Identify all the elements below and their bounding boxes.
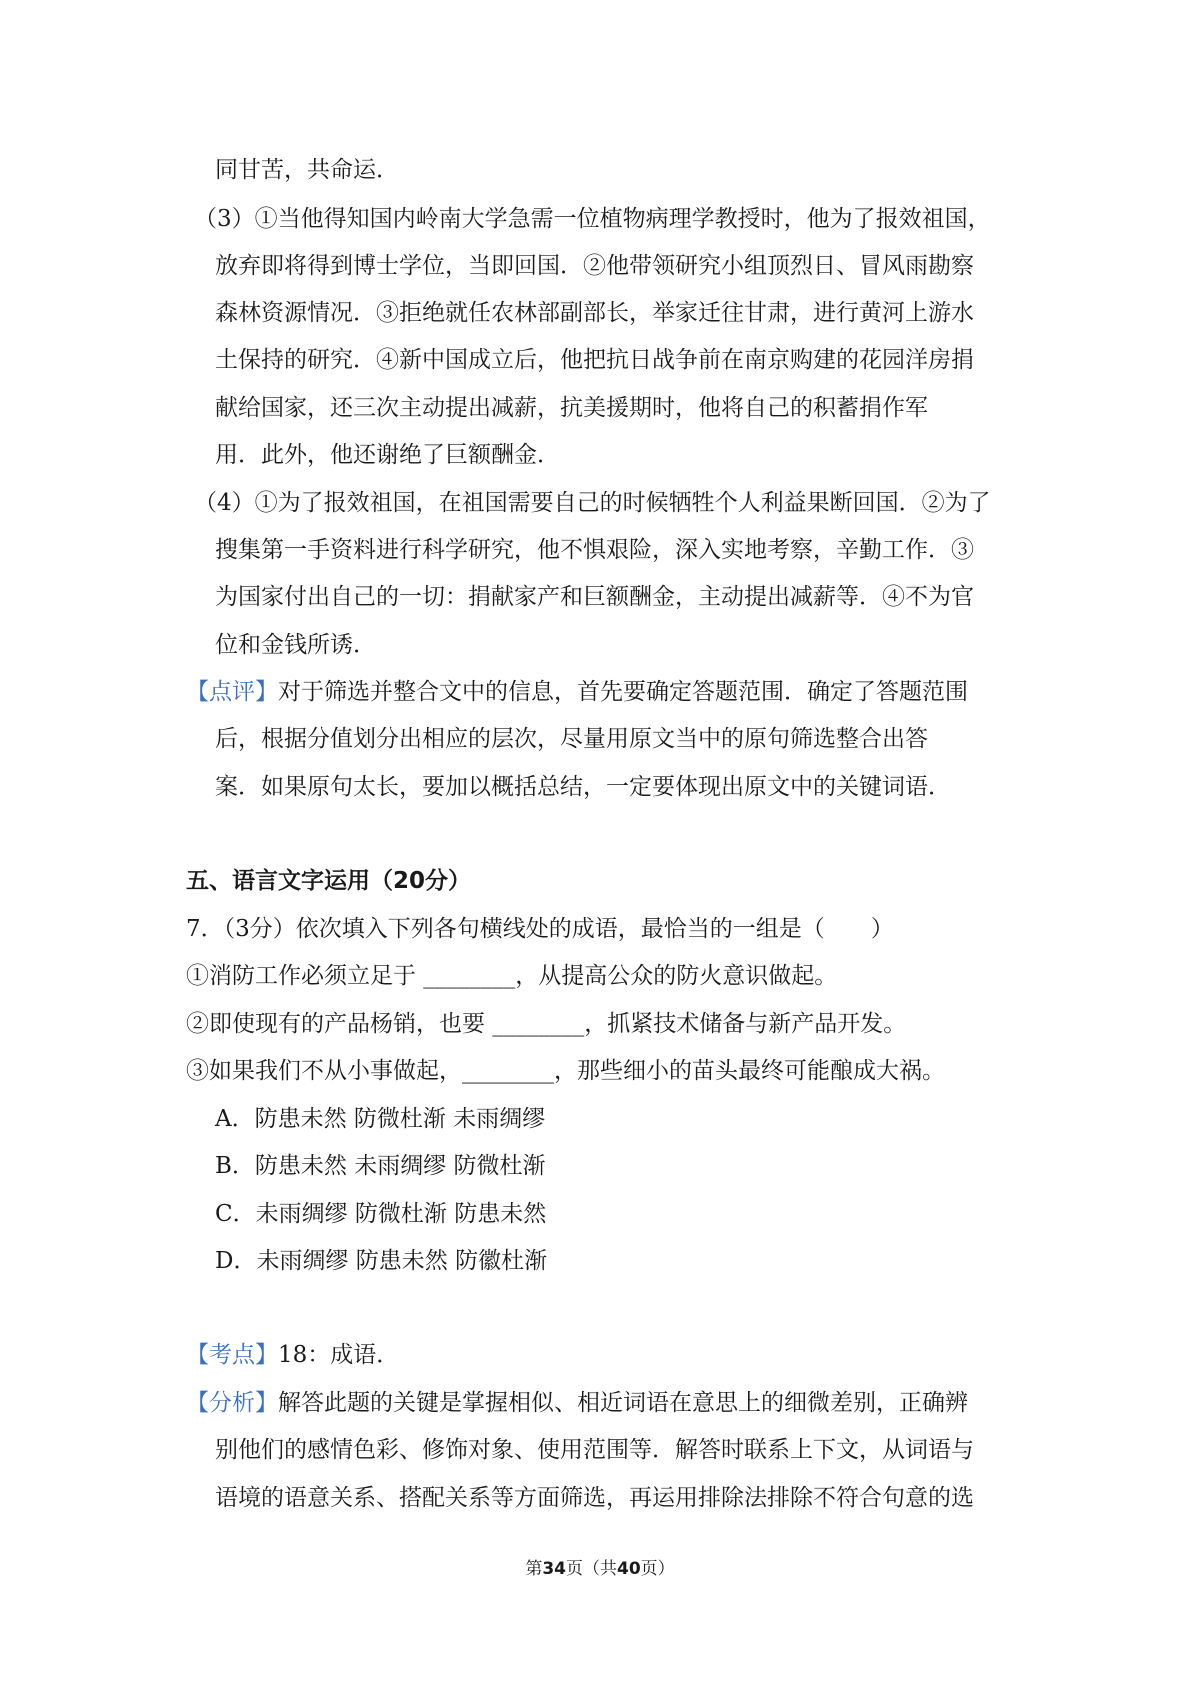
footer-prefix: 第 [525, 1559, 543, 1579]
answer3-line: （3）①当他得知国内岭南大学急需一位植物病理学教授时，他为了报效祖国， [194, 206, 991, 232]
option-d: D．未雨绸缪 防患未然 防徽杜渐 [215, 1248, 548, 1274]
answer4-line: 位和金钱所诱． [215, 632, 376, 658]
comment-label: 【点评】 [186, 679, 278, 705]
analysis-line: 语境的语意关系、搭配关系等方面筛选，再运用排除法排除不符合句意的选 [215, 1485, 974, 1511]
kaodian-label: 【考点】 [186, 1342, 278, 1368]
option-b: B．防患未然 未雨绸缪 防微杜渐 [215, 1153, 546, 1179]
answer4-line: （4）①为了报效祖国，在祖国需要自己的时候牺牲个人利益果断回国．②为了 [194, 490, 991, 516]
answer3-line: 献给国家，还三次主动提出减薪，抗美援期时，他将自己的积蓄捐作军 [215, 395, 928, 421]
comment-line: 案．如果原句太长，要加以概括总结，一定要体现出原文中的关键词语． [215, 774, 951, 800]
option-c: C．未雨绸缪 防微杜渐 防患未然 [215, 1201, 547, 1227]
analysis-first-line [186, 1388, 968, 1418]
comment-line: 后，根据分值划分出相应的层次，尽量用原文当中的原句筛选整合出答 [215, 726, 928, 752]
footer-page-number: 34 [542, 1559, 566, 1579]
question-sentence: ②即使现有的产品杨销，也要 ________，抓紧技术储备与新产品开发。 [186, 1011, 907, 1037]
question-sentence: ①消防工作必须立足于 ________，从提高公众的防火意识做起。 [186, 963, 838, 989]
comment-line: 对于筛选并整合文中的信息，首先要确定答题范围．确定了答题范围 [278, 679, 968, 705]
answer3-line: 用．此外，他还谢绝了巨额酬金． [215, 442, 560, 468]
answer3-line: 放弃即将得到博士学位，当即回国．②他带领研究小组顶烈日、冒风雨勘察 [215, 253, 974, 279]
page-footer [0, 1557, 1200, 1581]
answer4-line: 搜集第一手资料进行科学研究，他不惧艰险，深入实地考察，辛勤工作．③ [215, 537, 974, 563]
answer3-line: 森林资源情况．③拒绝就任农林部副部长，举家迁往甘肃，进行黄河上游水 [215, 300, 974, 326]
kaodian-line [186, 1340, 399, 1370]
option-a: A．防患未然 防微杜渐 未雨绸缪 [215, 1106, 546, 1132]
footer-suffix: 页） [640, 1559, 675, 1579]
footer-total-pages: 40 [617, 1559, 641, 1579]
analysis-label: 【分析】 [186, 1390, 278, 1416]
continuation-text: 同甘苦，共命运． [215, 157, 399, 183]
section-heading: 五、语言文字运用（20分） [186, 868, 472, 894]
question-sentence: ③如果我们不从小事做起，________，那些细小的苗头最终可能酿成大祸。 [186, 1058, 945, 1084]
kaodian-text: 18：成语． [278, 1342, 400, 1368]
question-stem: 7．（3分）依次填入下列各句横线处的成语，最恰当的一组是（ ） [186, 916, 894, 942]
analysis-line: 别他们的感情色彩、修饰对象、使用范围等．解答时联系上下文，从词语与 [215, 1437, 974, 1463]
footer-middle: 页（共 [566, 1559, 617, 1579]
answer4-line: 为国家付出自己的一切：捐献家产和巨额酬金，主动提出减薪等．④不为官 [215, 584, 974, 610]
comment-first-line [186, 677, 968, 707]
answer3-line: 土保持的研究．④新中国成立后，他把抗日战争前在南京购建的花园洋房捐 [215, 347, 974, 373]
analysis-line: 解答此题的关键是掌握相似、相近词语在意思上的细微差别，正确辨 [278, 1390, 968, 1416]
